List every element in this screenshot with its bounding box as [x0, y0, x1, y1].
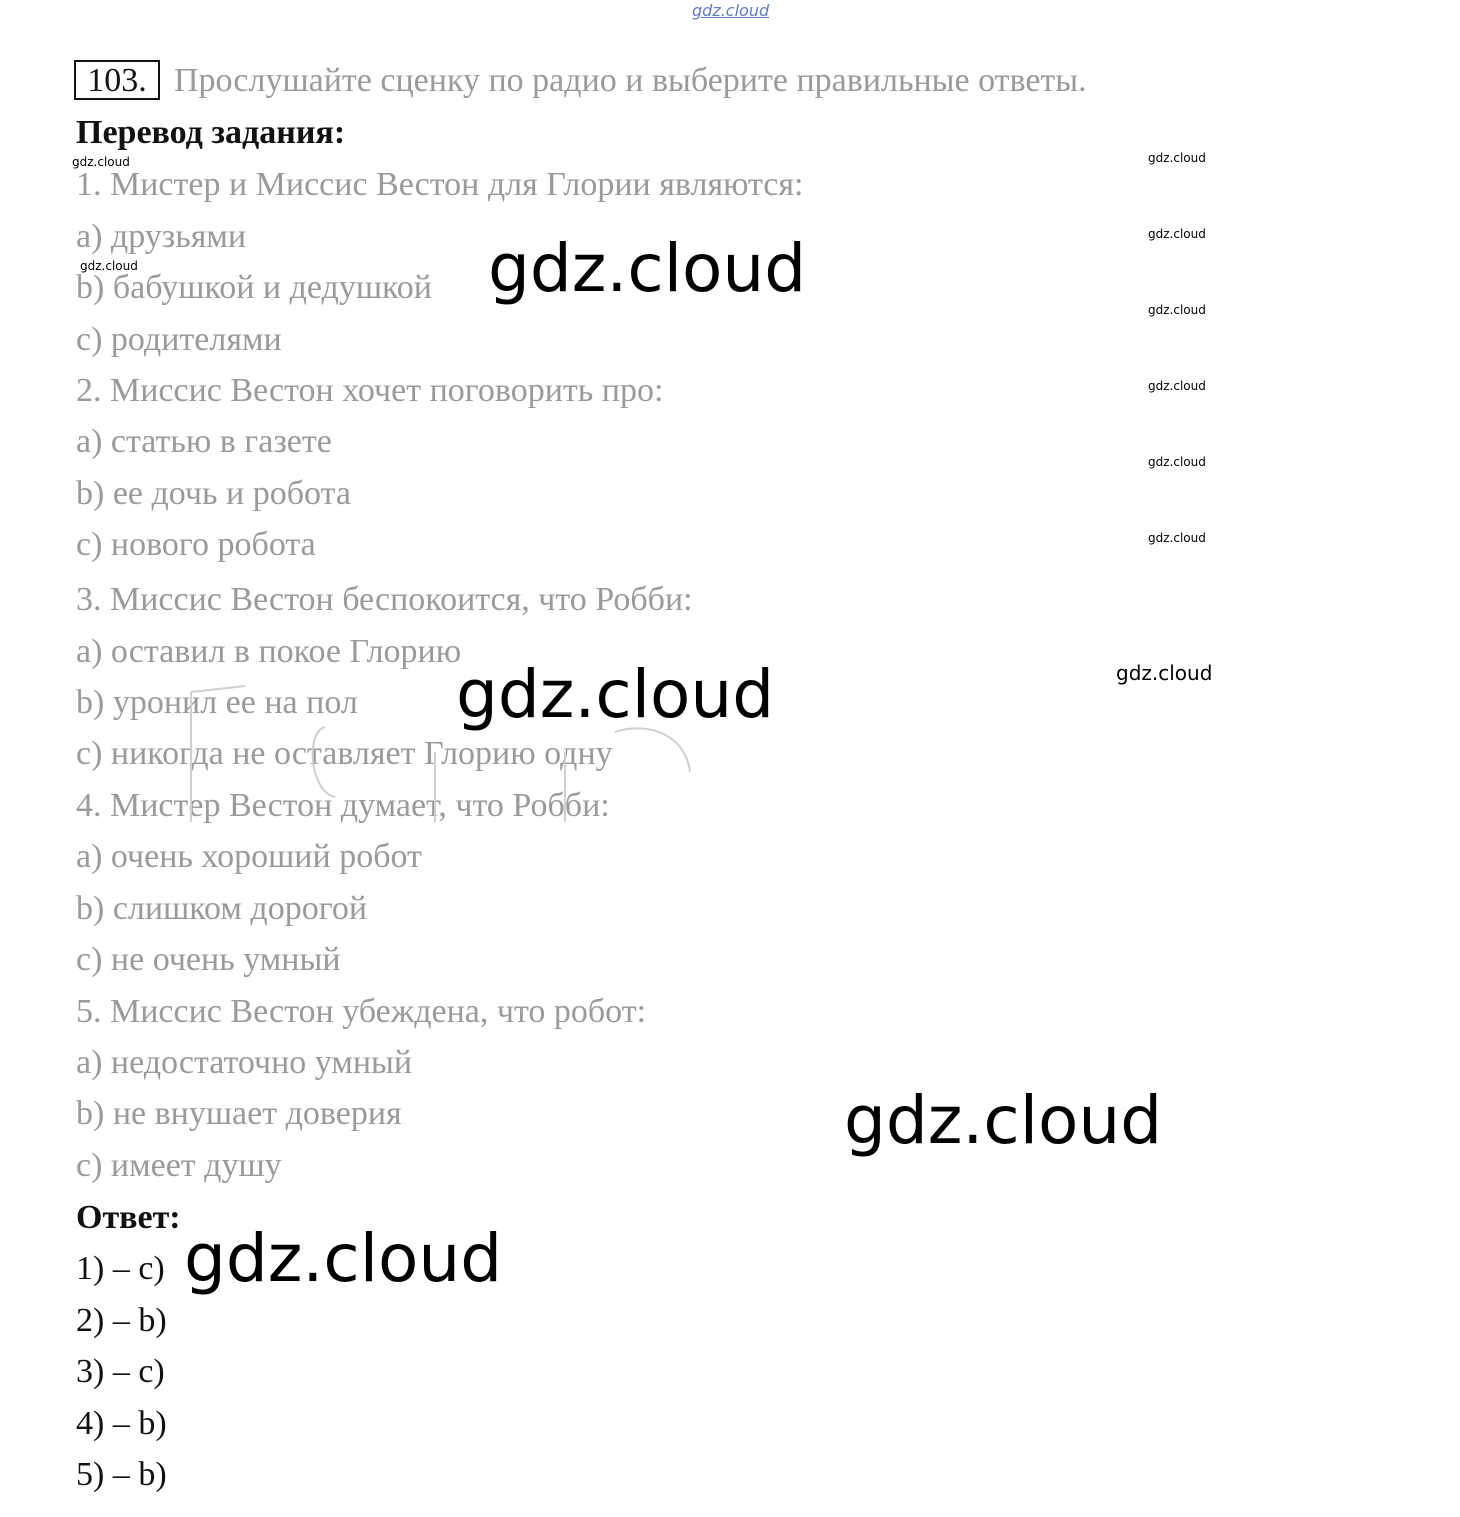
question-1-option-a: a) друзьями [76, 218, 247, 255]
question-4-option-a: a) очень хороший робот [76, 838, 422, 875]
question-5-option-b: b) не внушает доверия [76, 1095, 402, 1132]
question-5: 5. Миссис Вестон убеждена, что робот: [76, 993, 647, 1030]
watermark-small: gdz.cloud [1148, 455, 1206, 469]
question-1-option-c: c) родителями [76, 321, 282, 358]
watermark-large: gdz.cloud [456, 656, 775, 733]
question-3-option-b: b) уронил ее на пол [76, 684, 358, 721]
watermark-small: gdz.cloud [1148, 379, 1206, 393]
question-4-option-c: c) не очень умный [76, 941, 341, 978]
question-1-option-b: b) бабушкой и дедушкой [76, 269, 432, 306]
watermark-small: gdz.cloud [1148, 303, 1206, 317]
watermark-large: gdz.cloud [844, 1082, 1163, 1159]
question-3: 3. Миссис Вестон беспокоится, что Робби: [76, 581, 693, 618]
question-5-option-a: a) недостаточно умный [76, 1044, 413, 1081]
question-2: 2. Миссис Вестон хочет поговорить про: [76, 372, 664, 409]
watermark-small: gdz.cloud [72, 155, 130, 169]
exercise-task: Прослушайте сценку по радио и выберите правильные ответы. [174, 62, 1087, 99]
watermark-small: gdz.cloud [1148, 227, 1206, 241]
header-watermark[interactable]: gdz.cloud [692, 1, 770, 20]
question-3-option-c: c) никогда не оставляет Глорию одну [76, 735, 613, 772]
watermark-medium: gdz.cloud [1116, 661, 1213, 685]
watermark-small: gdz.cloud [1148, 151, 1206, 165]
question-4-option-b: b) слишком дорогой [76, 890, 368, 927]
question-2-option-c: c) нового робота [76, 526, 316, 563]
watermark-large: gdz.cloud [184, 1220, 503, 1297]
answer-5: 5) – b) [76, 1456, 167, 1493]
watermark-small: gdz.cloud [1148, 531, 1206, 545]
watermark-large: gdz.cloud [488, 230, 807, 307]
answer-1: 1) – c) [76, 1250, 165, 1287]
answer-heading: Ответ: [76, 1199, 181, 1236]
question-2-option-a: a) статью в газете [76, 423, 332, 460]
question-5-option-c: c) имеет душу [76, 1147, 282, 1184]
question-2-option-b: b) ее дочь и робота [76, 475, 351, 512]
answer-2: 2) – b) [76, 1302, 167, 1339]
answer-3: 3) – c) [76, 1353, 165, 1390]
question-3-option-a: a) оставил в покое Глорию [76, 633, 462, 670]
watermark-small: gdz.cloud [80, 259, 138, 273]
question-1: 1. Мистер и Миссис Вестон для Глории являются: [76, 166, 804, 203]
translation-heading: Перевод задания: [76, 114, 346, 151]
exercise-number: 103. [74, 60, 160, 100]
question-4: 4. Мистер Вестон думает, что Робби: [76, 787, 610, 824]
answer-4: 4) – b) [76, 1405, 167, 1442]
